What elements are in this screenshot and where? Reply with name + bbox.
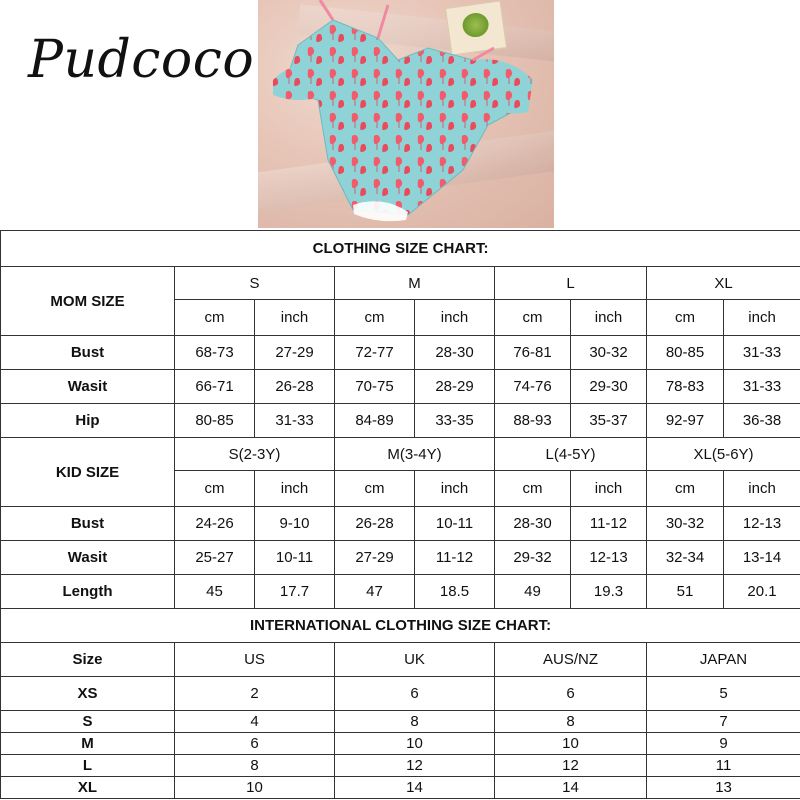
kid-size-header: XL(5-6Y) (647, 438, 800, 471)
measure-value: 17.7 (255, 575, 335, 609)
intl-size-value: 10 (175, 777, 335, 799)
product-photo (258, 0, 554, 228)
size-chart-table (0, 230, 800, 799)
intl-size-value: 9 (647, 733, 800, 755)
mom-size-header: S (175, 267, 335, 300)
measure-value: 66-71 (175, 370, 255, 404)
intl-size-value: 11 (647, 755, 800, 777)
intl-region-header: AUS/NZ (495, 643, 647, 677)
measure-label: Wasit (1, 541, 175, 575)
unit-header: cm (647, 300, 724, 336)
measure-value: 33-35 (415, 404, 495, 438)
measure-value: 32-34 (647, 541, 724, 575)
intl-size-value: 6 (495, 677, 647, 711)
measure-value: 10-11 (415, 507, 495, 541)
measure-value: 11-12 (415, 541, 495, 575)
kid-measure-row (1, 575, 800, 609)
intl-row (1, 777, 800, 799)
intl-size-value: 6 (335, 677, 495, 711)
measure-value: 28-30 (415, 336, 495, 370)
measure-value: 18.5 (415, 575, 495, 609)
intl-size-label: S (1, 711, 175, 733)
measure-value: 29-32 (495, 541, 571, 575)
measure-value: 13-14 (724, 541, 800, 575)
clothing-chart-title: CLOTHING SIZE CHART: (1, 231, 800, 267)
intl-size-value: 4 (175, 711, 335, 733)
kid-measure-row (1, 541, 800, 575)
measure-value: 30-32 (647, 507, 724, 541)
intl-size-value: 12 (335, 755, 495, 777)
measure-value: 70-75 (335, 370, 415, 404)
mom-measure-row (1, 336, 800, 370)
intl-size-value: 6 (175, 733, 335, 755)
brand-logo: Pudcoco (28, 30, 255, 90)
kid-measure-row (1, 507, 800, 541)
intl-size-value: 8 (175, 755, 335, 777)
unit-header: cm (175, 471, 255, 507)
unit-header: cm (647, 471, 724, 507)
measure-value: 49 (495, 575, 571, 609)
measure-value: 80-85 (175, 404, 255, 438)
measure-value: 78-83 (647, 370, 724, 404)
unit-header: cm (175, 300, 255, 336)
measure-value: 12-13 (571, 541, 647, 575)
intl-size-value: 2 (175, 677, 335, 711)
kid-size-label: KID SIZE (1, 438, 175, 507)
international-chart-title: INTERNATIONAL CLOTHING SIZE CHART: (1, 609, 800, 643)
measure-value: 80-85 (647, 336, 724, 370)
unit-header: inch (724, 300, 800, 336)
intl-size-value: 13 (647, 777, 800, 799)
measure-value: 9-10 (255, 507, 335, 541)
measure-value: 29-30 (571, 370, 647, 404)
measure-value: 74-76 (495, 370, 571, 404)
measure-value: 92-97 (647, 404, 724, 438)
measure-label: Bust (1, 507, 175, 541)
intl-size-value: 8 (495, 711, 647, 733)
measure-value: 10-11 (255, 541, 335, 575)
intl-size-value: 14 (495, 777, 647, 799)
measure-value: 27-29 (335, 541, 415, 575)
unit-header: inch (724, 471, 800, 507)
measure-value: 28-29 (415, 370, 495, 404)
unit-header: cm (335, 300, 415, 336)
mom-size-header: M (335, 267, 495, 300)
measure-value: 84-89 (335, 404, 415, 438)
measure-value: 72-77 (335, 336, 415, 370)
intl-size-value: 8 (335, 711, 495, 733)
kid-size-header: L(4-5Y) (495, 438, 647, 471)
intl-region-header: JAPAN (647, 643, 800, 677)
chart-title-row (1, 231, 800, 267)
measure-label: Length (1, 575, 175, 609)
measure-value: 11-12 (571, 507, 647, 541)
measure-label: Hip (1, 404, 175, 438)
kid-size-row (1, 438, 800, 471)
measure-value: 76-81 (495, 336, 571, 370)
intl-row (1, 755, 800, 777)
measure-value: 45 (175, 575, 255, 609)
measure-value: 27-29 (255, 336, 335, 370)
measure-value: 25-27 (175, 541, 255, 575)
mom-measure-row (1, 370, 800, 404)
intl-header-row (1, 643, 800, 677)
intl-size-value: 7 (647, 711, 800, 733)
intl-title-row (1, 609, 800, 643)
intl-row (1, 677, 800, 711)
intl-row (1, 711, 800, 733)
intl-size-value: 10 (335, 733, 495, 755)
measure-label: Bust (1, 336, 175, 370)
mom-measure-row (1, 404, 800, 438)
mom-size-header: L (495, 267, 647, 300)
unit-header: inch (415, 300, 495, 336)
measure-value: 19.3 (571, 575, 647, 609)
measure-value: 24-26 (175, 507, 255, 541)
measure-value: 68-73 (175, 336, 255, 370)
measure-value: 30-32 (571, 336, 647, 370)
intl-size-value: 5 (647, 677, 800, 711)
intl-size-label: XS (1, 677, 175, 711)
measure-label: Wasit (1, 370, 175, 404)
intl-size-label: M (1, 733, 175, 755)
measure-value: 31-33 (724, 370, 800, 404)
unit-header: inch (571, 471, 647, 507)
unit-header: cm (495, 300, 571, 336)
measure-value: 26-28 (255, 370, 335, 404)
unit-header: inch (255, 300, 335, 336)
unit-header: cm (495, 471, 571, 507)
measure-value: 31-33 (724, 336, 800, 370)
intl-region-header: US (175, 643, 335, 677)
measure-value: 51 (647, 575, 724, 609)
swimsuit-illustration (258, 0, 554, 228)
unit-header: inch (255, 471, 335, 507)
intl-size-value: 12 (495, 755, 647, 777)
intl-region-header: UK (335, 643, 495, 677)
measure-value: 26-28 (335, 507, 415, 541)
measure-value: 12-13 (724, 507, 800, 541)
measure-value: 35-37 (571, 404, 647, 438)
intl-size-value: 14 (335, 777, 495, 799)
intl-row (1, 733, 800, 755)
measure-value: 36-38 (724, 404, 800, 438)
mom-size-header: XL (647, 267, 800, 300)
intl-size-label: L (1, 755, 175, 777)
measure-value: 31-33 (255, 404, 335, 438)
measure-value: 47 (335, 575, 415, 609)
mom-size-label: MOM SIZE (1, 267, 175, 336)
measure-value: 88-93 (495, 404, 571, 438)
measure-value: 28-30 (495, 507, 571, 541)
mom-size-row (1, 267, 800, 300)
intl-size-value: 10 (495, 733, 647, 755)
kid-size-header: S(2-3Y) (175, 438, 335, 471)
intl-size-label: XL (1, 777, 175, 799)
kid-size-header: M(3-4Y) (335, 438, 495, 471)
unit-header: cm (335, 471, 415, 507)
unit-header: inch (571, 300, 647, 336)
unit-header: inch (415, 471, 495, 507)
measure-value: 20.1 (724, 575, 800, 609)
intl-size-header: Size (1, 643, 175, 677)
